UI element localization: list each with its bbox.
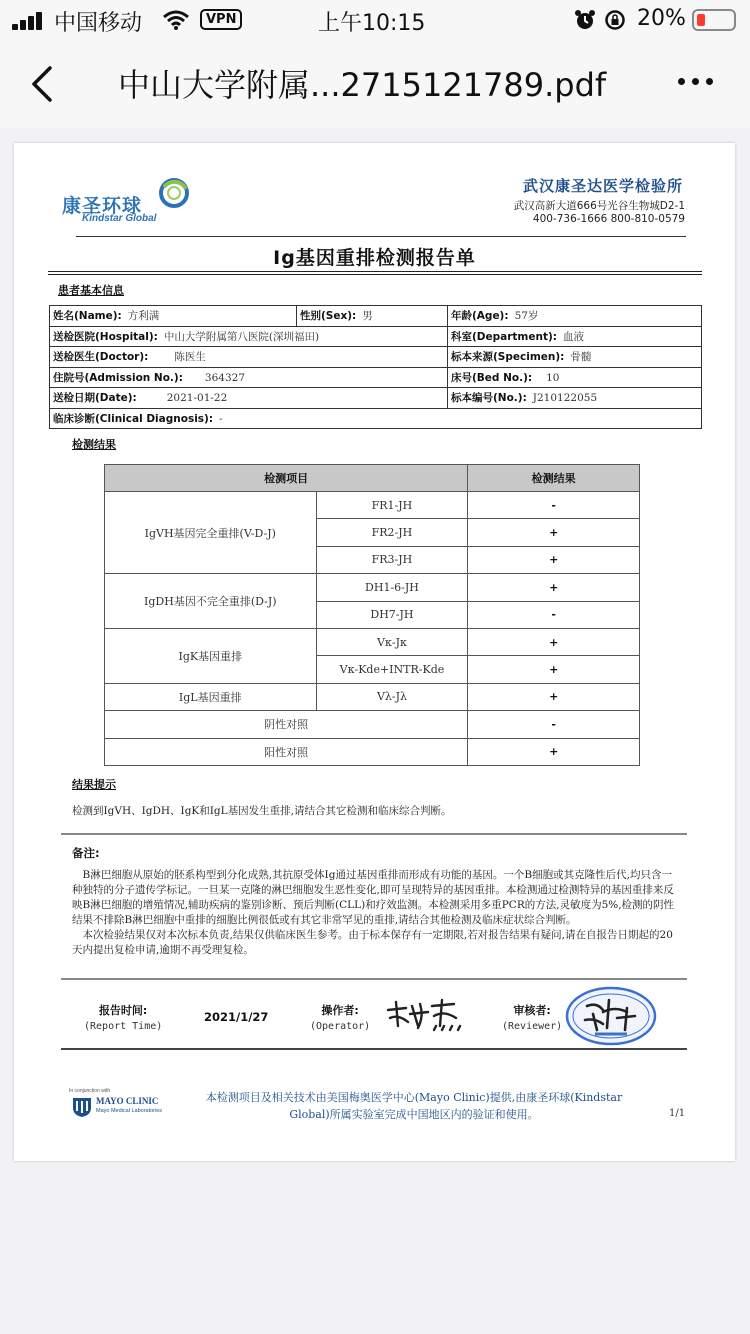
specimen-label: 标本来源(Specimen): <box>451 351 565 364</box>
patient-section-label: 患者基本信息 <box>58 284 124 297</box>
sex-label: 性别(Sex): <box>300 310 357 323</box>
report-time-cn: 报告时间: <box>98 1004 148 1017</box>
operator-signature <box>384 996 464 1036</box>
sample-no-label: 标本编号(No.): <box>451 392 527 405</box>
divider <box>48 271 702 272</box>
nav-bar <box>0 40 750 128</box>
battery-icon <box>692 9 736 31</box>
mayo-clinic-logo <box>69 1088 169 1123</box>
hospital-label: 送检医院(Hospital): <box>53 330 158 343</box>
notes-paragraph: B淋巴细胞从原始的胚系构型到分化成熟,其抗原受体Ig通过基因重排而形成有功能的基因。一个B细胞或其克隆性后代,均只含一种独特的分子遗传学标记。一旦某一克隆的淋巴细胞发生恶性变化,即可呈现特异的基因重排。本检测通过检测特异的基因重排来反映B淋巴细胞的增殖情况,辅助疾病的鉴别诊断、预后判断(CLL)和疗效监测。本检测采用多重PCR的方法,灵敏度为5%,检测的阴性结果不排除B淋巴细胞中重排的细胞比例很低或有其它非常罕见的重排,请结合其他检测及临床症状综合判断。 <box>72 869 675 926</box>
vpn-badge: VPN <box>200 9 242 30</box>
page-number: 1/1 <box>669 1108 686 1119</box>
logo-en-text: Kindstar Global <box>82 213 157 224</box>
admission-value: 364327 <box>204 371 246 384</box>
sample-no-value: J210122055 <box>532 392 598 405</box>
result-mark: + <box>468 546 640 573</box>
name-label: 姓名(Name): <box>53 310 122 323</box>
more-options-icon[interactable] <box>676 70 716 90</box>
reviewer-label <box>502 1002 562 1032</box>
reviewer-cn: 审核者: <box>513 1004 551 1017</box>
sub-item: Vκ-Kde+INTR-Kde <box>316 656 468 683</box>
mayo-sub-text: Mayo Medical Laboratories <box>96 1108 163 1114</box>
divider <box>76 236 686 237</box>
back-chevron-icon[interactable] <box>28 62 58 106</box>
kindstar-ring-icon <box>158 177 190 209</box>
hospital-value: 中山大学附属第八医院(深圳福田) <box>163 330 320 343</box>
logo-cn-text: 康圣环球 <box>62 195 143 217</box>
positive-control-label: 阳性对照 <box>105 738 468 765</box>
negative-control-result: - <box>468 711 640 738</box>
lab-name: 武汉康圣达医学检验所 <box>522 177 683 195</box>
rotation-lock-icon <box>604 9 626 31</box>
wifi-icon <box>162 9 190 31</box>
table-row <box>105 628 640 655</box>
department-label: 科室(Department): <box>451 330 557 343</box>
group-name: IgVH基因完全重排(V-D-J) <box>105 492 317 574</box>
table-row <box>105 574 640 601</box>
sub-item: FR2-JH <box>316 519 468 546</box>
sub-item: Vκ-Jκ <box>316 628 468 655</box>
operator-label <box>310 1002 370 1032</box>
notes-text <box>72 868 676 958</box>
result-mark: + <box>468 628 640 655</box>
table-row <box>105 492 640 519</box>
notes-label: 备注: <box>72 846 100 860</box>
operator-cn: 操作者: <box>321 1004 359 1017</box>
results-section-label: 检测结果 <box>72 438 116 451</box>
footer-text: 本检测项目及相关技术由美国梅奥医学中心(Mayo Clinic)提供,由康圣环球(Kindstar Global)所属实验室完成中国地区内的验证和使用。 <box>205 1091 623 1121</box>
cellular-signal-icon <box>12 12 46 30</box>
result-mark: + <box>468 519 640 546</box>
status-bar <box>0 0 750 40</box>
reviewer-en: (Reviewer) <box>502 1021 563 1032</box>
sub-item: DH1-6-JH <box>316 574 468 601</box>
negative-control-label: 阴性对照 <box>105 711 468 738</box>
group-name: IgL基因重排 <box>105 683 317 710</box>
hint-text: 检测到IgVH、IgDH、IgK和IgL基因发生重排,请结合其它检测和临床综合判断。 <box>72 805 452 817</box>
report-time-label <box>84 1002 162 1032</box>
signature-area <box>62 988 688 1048</box>
pdf-page <box>14 143 735 1161</box>
bed-label: 床号(Bed No.): <box>451 371 533 384</box>
date-label: 送检日期(Date): <box>53 392 137 405</box>
sub-item: DH7-JH <box>316 601 468 628</box>
mayo-shield-icon <box>71 1096 93 1118</box>
diagnosis-label: 临床诊断(Clinical Diagnosis): <box>53 412 214 425</box>
table-row <box>105 683 640 710</box>
result-mark: + <box>468 574 640 601</box>
divider <box>48 274 702 275</box>
mayo-conjunction-text: In conjunction with <box>69 1088 111 1094</box>
col-header-item: 检测项目 <box>105 465 468 492</box>
patient-info-table <box>49 305 702 429</box>
result-mark: - <box>468 601 640 628</box>
results-table <box>104 464 640 766</box>
result-mark: + <box>468 656 640 683</box>
sub-item: FR3-JH <box>316 546 468 573</box>
hint-section-label: 结果提示 <box>72 778 116 791</box>
divider <box>61 1048 687 1050</box>
report-title: Ig基因重排检测报告单 <box>273 247 476 269</box>
document-title: 中山大学附属...2715121789.pdf <box>118 66 607 104</box>
positive-control-result: + <box>468 738 640 765</box>
doctor-label: 送检医生(Doctor): <box>53 351 149 364</box>
patient-age: 57岁 <box>514 310 539 323</box>
department-value: 血液 <box>563 330 584 343</box>
table-row <box>105 738 640 765</box>
bed-value: 10 <box>546 371 560 384</box>
clock: 上午10:15 <box>318 11 426 36</box>
group-name: IgK基因重排 <box>105 628 317 683</box>
report-date: 2021/1/27 <box>204 1010 269 1024</box>
notes-paragraph: 本次检验结果仅对本次标本负责,结果仅供临床医生参考。由于标本保存有一定期限,若对报告结果有疑问,请在自报告日期起的20天内提出复检申请,逾期不再受理复检。 <box>72 929 673 956</box>
result-mark: + <box>468 683 640 710</box>
mayo-name-text: MAYO CLINIC <box>96 1096 159 1106</box>
operator-en: (Operator) <box>310 1021 371 1032</box>
col-header-result: 检测结果 <box>468 465 640 492</box>
date-value: 2021-01-22 <box>166 392 228 405</box>
table-row <box>105 711 640 738</box>
admission-label: 住院号(Admission No.): <box>53 371 183 384</box>
divider <box>61 833 687 835</box>
kindstar-logo <box>62 173 202 228</box>
carrier-name: 中国移动 <box>54 11 143 36</box>
sub-item: Vλ-Jλ <box>316 683 468 710</box>
sub-item: FR1-JH <box>316 492 468 519</box>
patient-sex: 男 <box>362 310 373 323</box>
divider <box>61 978 687 980</box>
reviewer-signature-stamp <box>557 984 657 1048</box>
specimen-value: 骨髓 <box>570 351 592 364</box>
battery-percent: 20% <box>637 6 686 31</box>
age-label: 年龄(Age): <box>451 310 509 323</box>
alarm-icon <box>574 9 596 31</box>
report-time-en: (Report Time) <box>84 1021 163 1032</box>
result-mark: - <box>468 492 640 519</box>
doctor-value: 陈医生 <box>174 351 206 364</box>
lab-phone: 400-736-1666 800-810-0579 <box>532 213 685 225</box>
group-name: IgDH基因不完全重排(D-J) <box>105 574 317 629</box>
lab-address: 武汉高新大道666号光谷生物城D2-1 <box>513 200 685 212</box>
diagnosis-value: - <box>219 412 223 425</box>
patient-name: 方利满 <box>127 310 160 323</box>
